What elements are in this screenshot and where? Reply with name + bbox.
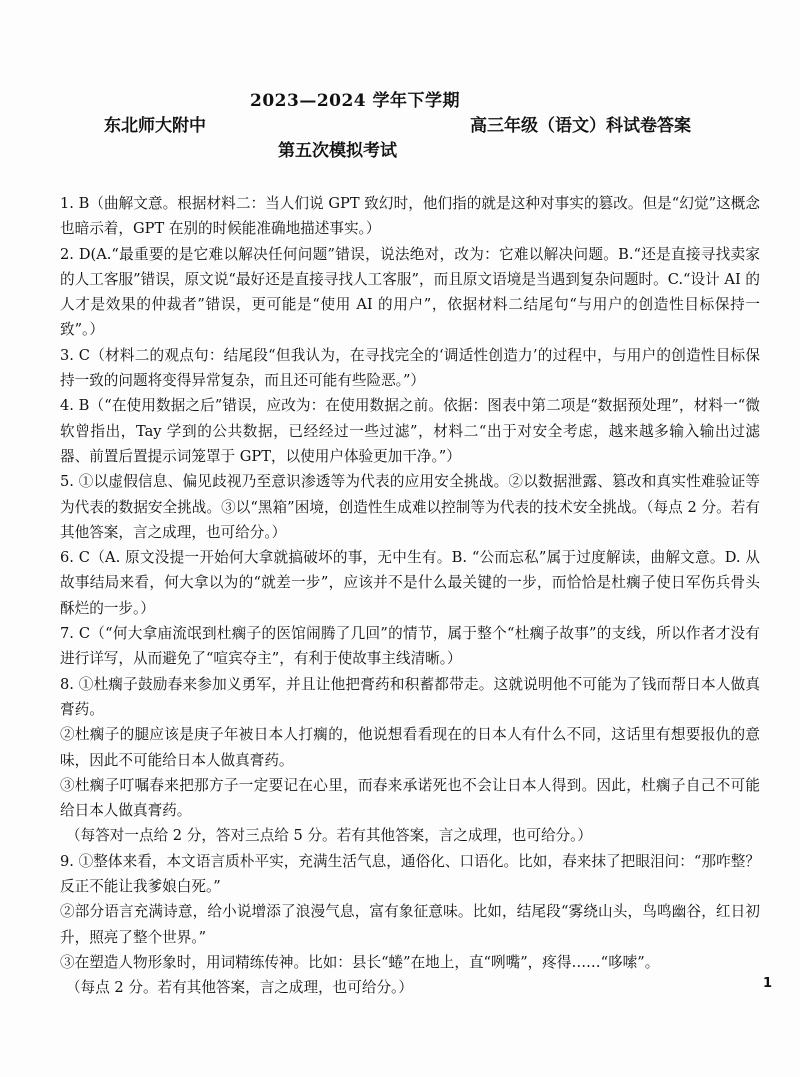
page-number: 1 (763, 976, 773, 991)
subject-title: 高三年级（语文）科试卷答案 (470, 116, 691, 136)
answer-q8-point1: 8. ①杜瘸子鼓励春来参加义勇军，并且让他把膏药和积蓄都带走。这就说明他不可能为了钱而帮日本人做真膏药。 (60, 675, 760, 718)
answer-q9-point2: ②部分语言充满诗意，给小说增添了浪漫气息，富有象征意味。比如，结尾段“雾绕山头，鸟鸣幽谷，红日初升，照亮了整个世界。” (60, 903, 760, 946)
document-header (0, 0, 800, 170)
answer-q2: 2. D(A.“最重要的是它难以解决任何问题”错误，说法绝对，改为：它难以解决问题。B.“还是直接寻找卖家的人工客服”错误，原文说“最好还是直接寻找人工客服”，而且原文语境是当遇到复杂问题时。C.“设计 AI 的人才是效果的仲裁者”错误，更可能是“使用 AI 的用户”，依据材料二结尾句“与用户的创造性目标保持一致”。） (60, 245, 760, 339)
answer-q8-scoring-note: （每答对一点给 2 分，答对三点给 5 分。若有其他答案，言之成理，也可给分。） (66, 827, 593, 845)
answer-q5: 5. ①以虚假信息、偏见歧视乃至意识渗透等为代表的应用安全挑战。②以数据泄露、篡改和真实性难验证等为代表的数据安全挑战。③以“黑箱”困境，创造性生成难以控制等为代表的技术安全挑战。（每点 2 分。若有其他答案，言之成理，也可给分。） (60, 473, 760, 541)
answer-list (60, 191, 760, 1001)
answer-q7: 7. C（“何大拿庙流氓到杜瘸子的医馆闹腾了几回”的情节，属于整个“杜瘸子故事”的支线，所以作者才没有进行详写，从而避免了“喧宾夺主”，有利于使故事主线清晰。） (60, 625, 760, 668)
academic-year-term: 2023—2024 学年下学期 (250, 91, 461, 111)
answer-q9-point1: 9. ①整体来看，本文语言质朴平实，充满生活气息，通俗化、口语化。比如，春来抹了把眼泪问：“那咋整？反正不能让我爹娘白死。” (60, 852, 760, 896)
answer-q3: 3. C（材料二的观点句：结尾段“但我认为，在寻找完全的‘调适性创造力’的过程中，与用户的创造性目标保持一致的问题将变得异常复杂，而且还可能有些险恶。”） (60, 346, 760, 390)
answer-q1: 1. B（曲解文意。根据材料二：当人们说 GPT 致幻时，他们指的就是这种对事实的篡改。但是“幻觉”这概念也暗示着，GPT 在别的时候能准确地描述事实。） (60, 195, 760, 238)
answer-q8-point3: ③杜瘸子叮嘱春来把那方子一定要记在心里，而春来承诺死也不会让日本人得到。因此，杜瘸子自己不可能给日本人做真膏药。 (60, 776, 760, 820)
answer-q9-scoring-note: （每点 2 分。若有其他答案，言之成理，也可给分。） (66, 979, 413, 997)
answer-q9-point3: ③在塑造人物形象时，用词精练传神。比如：县长“蜷”在地上，直“咧嘴”，疼得……“哆嗦”。 (60, 953, 660, 971)
answer-q4: 4. B（“在使用数据之后”错误，应改为：在使用数据之前。依据：图表中第二项是“数据预处理”，材料一“微软曾指出，Tay 学到的公共数据，已经经过一些过滤”，材料二“出于对安全考虑，越来越多输入输出过滤器、前置后置提示词笼罩于 GPT，以使用户体验更加干净。”） (60, 397, 760, 465)
answer-q8-point2: ②杜瘸子的腿应该是庚子年被日本人打瘸的，他说想看看现在的日本人有什么不同，这话里有想要报仇的意味，因此不可能给日本人做真膏药。 (60, 726, 760, 769)
school-name: 东北师大附中 (104, 116, 206, 136)
answer-q6: 6. C（A. 原文没提一开始何大拿就搞破坏的事，无中生有。B. “公而忘私”属于过度解读，曲解文意。D. 从故事结局来看，何大拿以为的“就差一步”，应该并不是什么最关键的一步，而恰恰是杜瘸子使日军伤兵骨头酥烂的一步。） (60, 549, 760, 617)
exam-name: 第五次模拟考试 (278, 141, 397, 161)
